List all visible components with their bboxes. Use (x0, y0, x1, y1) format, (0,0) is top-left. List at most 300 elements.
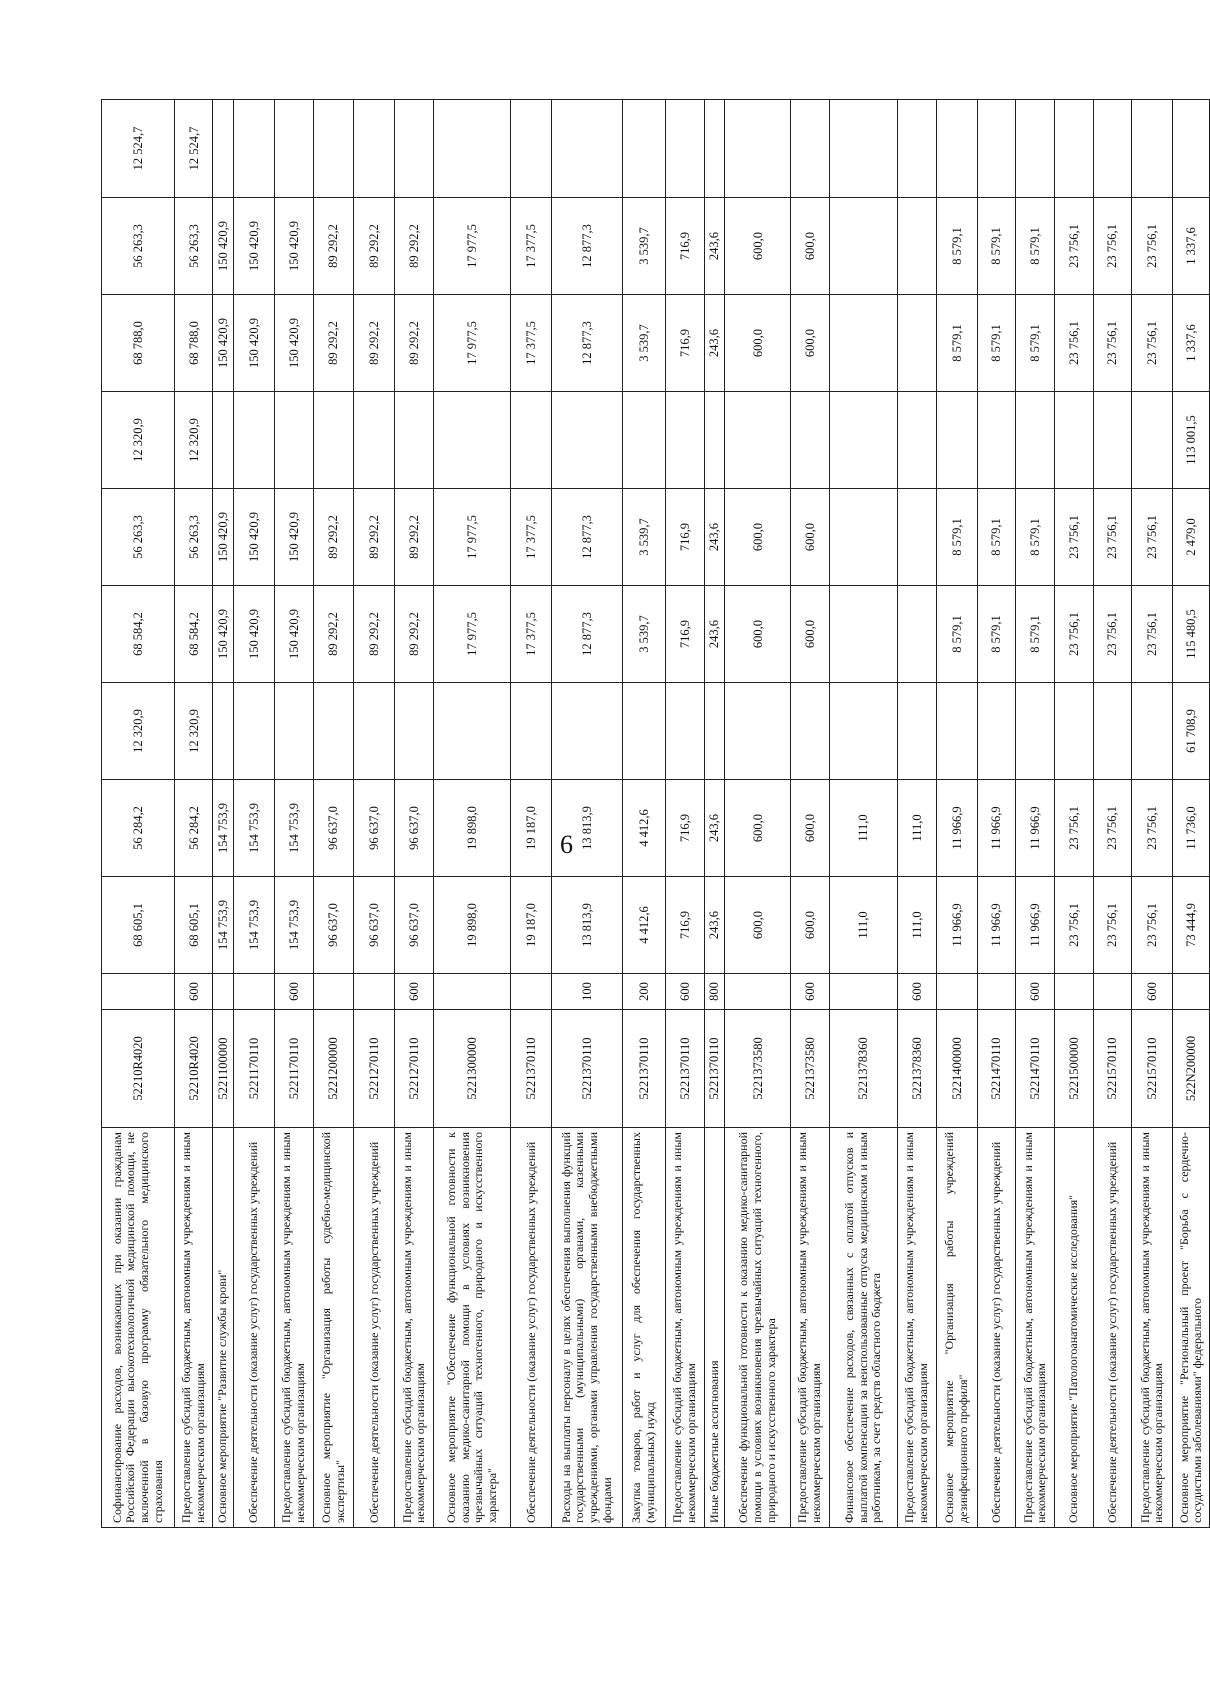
cell-c4: 17 377,5 (511, 586, 552, 683)
cell-description: Основное мероприятие "Организация работы судебно-медицинской экспертизы" (313, 1128, 354, 1528)
cell-description: Закупка товаров, работ и услуг для обеспечения государственных (муниципальных) нужд (622, 1128, 665, 1528)
table-row (898, 100, 937, 1528)
cell-c7 (829, 295, 897, 392)
cell-c1: 11 966,9 (1016, 877, 1055, 974)
cell-c2: 56 284,2 (174, 780, 213, 877)
cell-c7 (898, 295, 937, 392)
cell-code: 5221370110 (511, 1010, 552, 1128)
cell-c6 (434, 392, 511, 489)
cell-c4: 68 584,2 (174, 586, 213, 683)
cell-c4: 716,9 (666, 586, 705, 683)
cell-vr: 800 (704, 974, 724, 1010)
cell-description: Основное мероприятие "Организация работы учреждений дезинфекционного профиля" (936, 1128, 977, 1528)
cell-c1: 4 412,6 (622, 877, 665, 974)
cell-vr (434, 974, 511, 1010)
rotated-table-container (101, 100, 1210, 1528)
cell-c5: 23 756,1 (1093, 489, 1132, 586)
cell-c1: 154 753,9 (233, 877, 274, 974)
cell-c5 (829, 489, 897, 586)
cell-c7: 68 788,0 (102, 295, 175, 392)
cell-c6 (898, 392, 937, 489)
cell-code: 5221400000 (936, 1010, 977, 1128)
cell-c2: 23 756,1 (1093, 780, 1132, 877)
cell-c8: 600,0 (725, 198, 791, 295)
cell-c6 (354, 392, 395, 489)
cell-c4: 8 579,1 (977, 586, 1016, 683)
table-row (1173, 100, 1210, 1528)
cell-c4: 89 292,2 (313, 586, 354, 683)
cell-c1: 96 637,0 (313, 877, 354, 974)
cell-vr (936, 974, 977, 1010)
cell-c7: 17 377,5 (511, 295, 552, 392)
cell-description: Предоставление субсидий бюджетным, автономным учреждениям и иным некоммерческим организациям (1016, 1128, 1055, 1528)
cell-c6 (622, 392, 665, 489)
cell-c3 (354, 683, 395, 780)
cell-c9 (434, 100, 511, 198)
cell-description: Обеспечение функциональной готовности к оказанию медико-санитарной помощи в условиях возникновения чрезвычайных ситуаций техногенного, природного и искусственного характера (725, 1128, 791, 1528)
cell-c2: 600,0 (725, 780, 791, 877)
cell-vr: 600 (274, 974, 313, 1010)
cell-c4: 150 420,9 (213, 586, 233, 683)
cell-c6 (666, 392, 705, 489)
cell-c7: 12 877,3 (552, 295, 623, 392)
cell-c4 (829, 586, 897, 683)
cell-vr: 600 (174, 974, 213, 1010)
table-row (704, 100, 724, 1528)
cell-c5: 12 877,3 (552, 489, 623, 586)
cell-c3: 12 320,9 (102, 683, 175, 780)
cell-description: Обеспечение деятельности (оказание услуг) государственных учреждений (977, 1128, 1016, 1528)
cell-c8: 716,9 (666, 198, 705, 295)
cell-code: 5221370110 (552, 1010, 623, 1128)
table-row (936, 100, 977, 1528)
cell-c3 (1055, 683, 1094, 780)
cell-c3 (274, 683, 313, 780)
cell-c6 (704, 392, 724, 489)
cell-c5: 716,9 (666, 489, 705, 586)
cell-c3 (1016, 683, 1055, 780)
cell-c4: 150 420,9 (233, 586, 274, 683)
table-row (434, 100, 511, 1528)
cell-c5: 89 292,2 (395, 489, 434, 586)
cell-vr (1093, 974, 1132, 1010)
table-row (552, 100, 623, 1528)
cell-c9 (274, 100, 313, 198)
cell-description: Предоставление субсидий бюджетным, автономным учреждениям и иным некоммерческим организациям (666, 1128, 705, 1528)
cell-vr (354, 974, 395, 1010)
cell-c7: 89 292,2 (395, 295, 434, 392)
cell-c1: 11 966,9 (936, 877, 977, 974)
cell-c9 (829, 100, 897, 198)
cell-code: 5221470110 (1016, 1010, 1055, 1128)
table-row (977, 100, 1016, 1528)
cell-c9 (233, 100, 274, 198)
cell-c9 (511, 100, 552, 198)
cell-description: Финансовое обеспечение расходов, связанных с оплатой отпусков и выплатой компенсации за неиспользованные отпуска медицинским и иным работникам, за счет средств областного бюджета (829, 1128, 897, 1528)
cell-c2: 11 966,9 (1016, 780, 1055, 877)
cell-c6: 113 001,5 (1173, 392, 1210, 489)
cell-c6 (395, 392, 434, 489)
cell-c6 (552, 392, 623, 489)
cell-code: 5221200000 (313, 1010, 354, 1128)
cell-c3 (704, 683, 724, 780)
cell-c2: 111,0 (898, 780, 937, 877)
cell-c8: 17 377,5 (511, 198, 552, 295)
cell-c3: 61 708,9 (1173, 683, 1210, 780)
table-row (791, 100, 830, 1528)
cell-c2: 23 756,1 (1132, 780, 1173, 877)
cell-c5: 56 263,3 (102, 489, 175, 586)
table-body (102, 100, 1210, 1528)
cell-c5: 3 539,7 (622, 489, 665, 586)
cell-c2: 600,0 (791, 780, 830, 877)
cell-c6 (791, 392, 830, 489)
cell-c7: 68 788,0 (174, 295, 213, 392)
cell-c6 (213, 392, 233, 489)
table-row (313, 100, 354, 1528)
cell-c9 (313, 100, 354, 198)
cell-c1: 96 637,0 (395, 877, 434, 974)
cell-code: 5221170110 (233, 1010, 274, 1128)
cell-c2: 243,6 (704, 780, 724, 877)
cell-c5: 600,0 (791, 489, 830, 586)
cell-c2: 13 813,9 (552, 780, 623, 877)
cell-c8: 8 579,1 (977, 198, 1016, 295)
cell-description: Основное мероприятие "Региональный проект "Борьба с сердечно-сосудистыми заболеваниями" федерального (1173, 1128, 1210, 1528)
cell-c1: 68 605,1 (174, 877, 213, 974)
cell-c7: 23 756,1 (1093, 295, 1132, 392)
table-row (666, 100, 705, 1528)
cell-c5: 23 756,1 (1132, 489, 1173, 586)
cell-code: 5221100000 (213, 1010, 233, 1128)
cell-c7: 150 420,9 (213, 295, 233, 392)
cell-c7: 716,9 (666, 295, 705, 392)
cell-code: 5221373580 (725, 1010, 791, 1128)
cell-c7: 150 420,9 (274, 295, 313, 392)
page-number: 6 (560, 830, 573, 859)
cell-code: 5221270110 (354, 1010, 395, 1128)
cell-c5: 89 292,2 (354, 489, 395, 586)
cell-c6 (274, 392, 313, 489)
cell-c5: 89 292,2 (313, 489, 354, 586)
cell-c8: 56 263,3 (174, 198, 213, 295)
cell-c5: 150 420,9 (274, 489, 313, 586)
cell-c9 (1173, 100, 1210, 198)
cell-c4: 23 756,1 (1093, 586, 1132, 683)
cell-c8: 3 539,7 (622, 198, 665, 295)
cell-c1: 154 753,9 (213, 877, 233, 974)
cell-c5: 56 263,3 (174, 489, 213, 586)
cell-c3 (1093, 683, 1132, 780)
cell-c9 (704, 100, 724, 198)
cell-c2: 11 966,9 (977, 780, 1016, 877)
cell-c4: 150 420,9 (274, 586, 313, 683)
cell-description: Предоставление субсидий бюджетным, автономным учреждениям и иным некоммерческим организациям (898, 1128, 937, 1528)
cell-code: 5221500000 (1055, 1010, 1094, 1128)
cell-code: 5221270110 (395, 1010, 434, 1128)
cell-c3 (829, 683, 897, 780)
cell-c7: 17 977,5 (434, 295, 511, 392)
cell-code: 52210R4020 (102, 1010, 175, 1128)
cell-vr: 100 (552, 974, 623, 1010)
cell-c5: 8 579,1 (977, 489, 1016, 586)
cell-c7: 8 579,1 (977, 295, 1016, 392)
cell-c9 (1093, 100, 1132, 198)
cell-c8: 17 977,5 (434, 198, 511, 295)
cell-code: 5221378360 (829, 1010, 897, 1128)
cell-description: Предоставление субсидий бюджетным, автономным учреждениям и иным некоммерческим организациям (395, 1128, 434, 1528)
cell-description: Предоставление субсидий бюджетным, автономным учреждениям и иным некоммерческим организациям (791, 1128, 830, 1528)
budget-table (101, 99, 1210, 1528)
cell-c8: 150 420,9 (233, 198, 274, 295)
cell-c2: 154 753,9 (274, 780, 313, 877)
cell-c4: 17 977,5 (434, 586, 511, 683)
cell-c8: 56 263,3 (102, 198, 175, 295)
cell-description: Обеспечение деятельности (оказание услуг) государственных учреждений (354, 1128, 395, 1528)
cell-c1: 68 605,1 (102, 877, 175, 974)
cell-c1: 19 898,0 (434, 877, 511, 974)
cell-c8: 150 420,9 (213, 198, 233, 295)
cell-vr (511, 974, 552, 1010)
cell-c3 (213, 683, 233, 780)
cell-c2: 56 284,2 (102, 780, 175, 877)
cell-c6: 12 320,9 (102, 392, 175, 489)
table-row (174, 100, 213, 1528)
cell-c5: 17 977,5 (434, 489, 511, 586)
cell-c8: 243,6 (704, 198, 724, 295)
cell-c9 (213, 100, 233, 198)
cell-c5: 600,0 (725, 489, 791, 586)
cell-c9 (977, 100, 1016, 198)
cell-c8: 600,0 (791, 198, 830, 295)
cell-c2: 23 756,1 (1055, 780, 1094, 877)
cell-c9 (666, 100, 705, 198)
cell-c2: 96 637,0 (354, 780, 395, 877)
cell-c3 (395, 683, 434, 780)
cell-vr (213, 974, 233, 1010)
cell-description: Обеспечение деятельности (оказание услуг) государственных учреждений (1093, 1128, 1132, 1528)
cell-c6 (1132, 392, 1173, 489)
cell-c6 (725, 392, 791, 489)
cell-c1: 19 187,0 (511, 877, 552, 974)
cell-description: Иные бюджетные ассигнования (704, 1128, 724, 1528)
table-row (102, 100, 175, 1528)
cell-c7: 600,0 (725, 295, 791, 392)
cell-c1: 600,0 (791, 877, 830, 974)
cell-description: Обеспечение деятельности (оказание услуг) государственных учреждений (233, 1128, 274, 1528)
cell-c8: 23 756,1 (1093, 198, 1132, 295)
cell-c5: 17 377,5 (511, 489, 552, 586)
cell-code: 5221373580 (791, 1010, 830, 1128)
cell-c7: 3 539,7 (622, 295, 665, 392)
cell-c7: 89 292,2 (354, 295, 395, 392)
table-row (354, 100, 395, 1528)
cell-c8: 89 292,2 (354, 198, 395, 295)
cell-c3 (936, 683, 977, 780)
cell-c2: 4 412,6 (622, 780, 665, 877)
cell-code: 5221570110 (1132, 1010, 1173, 1128)
cell-code: 522N200000 (1173, 1010, 1210, 1128)
cell-c9 (622, 100, 665, 198)
cell-c2: 154 753,9 (233, 780, 274, 877)
cell-c2: 111,0 (829, 780, 897, 877)
cell-c3 (725, 683, 791, 780)
cell-c9 (898, 100, 937, 198)
cell-c2: 96 637,0 (395, 780, 434, 877)
cell-c6 (511, 392, 552, 489)
cell-c4: 600,0 (791, 586, 830, 683)
cell-c1: 73 444,9 (1173, 877, 1210, 974)
cell-c2: 11 966,9 (936, 780, 977, 877)
cell-c1: 111,0 (898, 877, 937, 974)
cell-c5: 2 479,0 (1173, 489, 1210, 586)
cell-c3 (434, 683, 511, 780)
cell-c4: 23 756,1 (1055, 586, 1094, 683)
cell-c6 (977, 392, 1016, 489)
cell-c8: 8 579,1 (936, 198, 977, 295)
cell-c4: 23 756,1 (1132, 586, 1173, 683)
cell-code: 5221370110 (622, 1010, 665, 1128)
cell-c6 (1093, 392, 1132, 489)
cell-code: 5221170110 (274, 1010, 313, 1128)
cell-c4: 12 877,3 (552, 586, 623, 683)
cell-c9 (1055, 100, 1094, 198)
cell-c9: 12 524,7 (174, 100, 213, 198)
cell-c2: 19 898,0 (434, 780, 511, 877)
cell-code: 52210R4020 (174, 1010, 213, 1128)
cell-c4: 115 480,5 (1173, 586, 1210, 683)
cell-c5 (898, 489, 937, 586)
cell-c1: 716,9 (666, 877, 705, 974)
cell-c7: 150 420,9 (233, 295, 274, 392)
cell-c1: 154 753,9 (274, 877, 313, 974)
cell-c4: 600,0 (725, 586, 791, 683)
cell-c6 (233, 392, 274, 489)
table-row (213, 100, 233, 1528)
cell-c4: 89 292,2 (395, 586, 434, 683)
cell-c3 (313, 683, 354, 780)
cell-vr: 600 (1132, 974, 1173, 1010)
cell-c3 (977, 683, 1016, 780)
cell-c1: 13 813,9 (552, 877, 623, 974)
cell-c5: 8 579,1 (1016, 489, 1055, 586)
cell-c8: 12 877,3 (552, 198, 623, 295)
cell-c8: 23 756,1 (1132, 198, 1173, 295)
cell-c3 (791, 683, 830, 780)
table-row (511, 100, 552, 1528)
cell-vr (1173, 974, 1210, 1010)
cell-description: Основное мероприятие "Патологоанатомические исследования" (1055, 1128, 1094, 1528)
cell-code: 5221378360 (898, 1010, 937, 1128)
cell-c3 (666, 683, 705, 780)
cell-c5: 23 756,1 (1055, 489, 1094, 586)
cell-c6 (1055, 392, 1094, 489)
cell-c3 (552, 683, 623, 780)
cell-description: Основное мероприятие "Развитие службы крови" (213, 1128, 233, 1528)
table-row (233, 100, 274, 1528)
cell-c9 (354, 100, 395, 198)
cell-c2: 716,9 (666, 780, 705, 877)
cell-c3 (233, 683, 274, 780)
cell-c1: 23 756,1 (1132, 877, 1173, 974)
cell-c9 (395, 100, 434, 198)
cell-code: 5221370110 (666, 1010, 705, 1128)
cell-vr (1055, 974, 1094, 1010)
cell-description: Предоставление субсидий бюджетным, автономным учреждениям и иным некоммерческим организациям (1132, 1128, 1173, 1528)
cell-description: Обеспечение деятельности (оказание услуг) государственных учреждений (511, 1128, 552, 1528)
cell-c4: 68 584,2 (102, 586, 175, 683)
cell-vr: 200 (622, 974, 665, 1010)
cell-c9 (791, 100, 830, 198)
cell-c9 (552, 100, 623, 198)
cell-c1: 23 756,1 (1093, 877, 1132, 974)
cell-c9 (725, 100, 791, 198)
cell-description: Предоставление субсидий бюджетным, автономным учреждениям и иным некоммерческим организациям (274, 1128, 313, 1528)
cell-c2: 19 187,0 (511, 780, 552, 877)
cell-vr (233, 974, 274, 1010)
cell-c8: 89 292,2 (395, 198, 434, 295)
cell-c7: 8 579,1 (936, 295, 977, 392)
cell-c6 (313, 392, 354, 489)
cell-c8: 89 292,2 (313, 198, 354, 295)
cell-c3 (898, 683, 937, 780)
cell-c9 (936, 100, 977, 198)
cell-c4: 89 292,2 (354, 586, 395, 683)
cell-c2: 154 753,9 (213, 780, 233, 877)
cell-c1: 243,6 (704, 877, 724, 974)
cell-c4: 3 539,7 (622, 586, 665, 683)
cell-c6 (1016, 392, 1055, 489)
cell-c4 (898, 586, 937, 683)
cell-code: 5221370110 (704, 1010, 724, 1128)
cell-c9 (1132, 100, 1173, 198)
cell-c2: 96 637,0 (313, 780, 354, 877)
cell-c8: 150 420,9 (274, 198, 313, 295)
cell-c8: 8 579,1 (1016, 198, 1055, 295)
cell-description: Расходы на выплаты персоналу в целях обеспечения выполнения функций государственными (муниципальными) органами, казенными учреждениями, органами управления государственными внебюджетными фондами (552, 1128, 623, 1528)
cell-vr (102, 974, 175, 1010)
cell-c3: 12 320,9 (174, 683, 213, 780)
cell-c6: 12 320,9 (174, 392, 213, 489)
cell-vr: 600 (791, 974, 830, 1010)
cell-c2: 11 736,0 (1173, 780, 1210, 877)
cell-c7: 23 756,1 (1055, 295, 1094, 392)
cell-vr (725, 974, 791, 1010)
table-row (725, 100, 791, 1528)
cell-c5: 150 420,9 (233, 489, 274, 586)
cell-c8 (898, 198, 937, 295)
table-row (622, 100, 665, 1528)
cell-c4: 8 579,1 (936, 586, 977, 683)
table-row (829, 100, 897, 1528)
cell-c4: 243,6 (704, 586, 724, 683)
table-row (1132, 100, 1173, 1528)
table-row (274, 100, 313, 1528)
cell-code: 5221300000 (434, 1010, 511, 1128)
cell-c8 (829, 198, 897, 295)
cell-c7: 89 292,2 (313, 295, 354, 392)
cell-c1: 111,0 (829, 877, 897, 974)
cell-c9 (1016, 100, 1055, 198)
cell-code: 5221570110 (1093, 1010, 1132, 1128)
cell-description: Софинансирование расходов, возникающих при оказании гражданам Российской Федерации высокотехнологичной медицинской помощи, не включенной в базовую программу обязательного медицинского страхования (102, 1128, 175, 1528)
table-row (1016, 100, 1055, 1528)
cell-vr: 600 (666, 974, 705, 1010)
cell-c4: 8 579,1 (1016, 586, 1055, 683)
cell-vr (313, 974, 354, 1010)
cell-c7: 600,0 (791, 295, 830, 392)
cell-code: 5221470110 (977, 1010, 1016, 1128)
